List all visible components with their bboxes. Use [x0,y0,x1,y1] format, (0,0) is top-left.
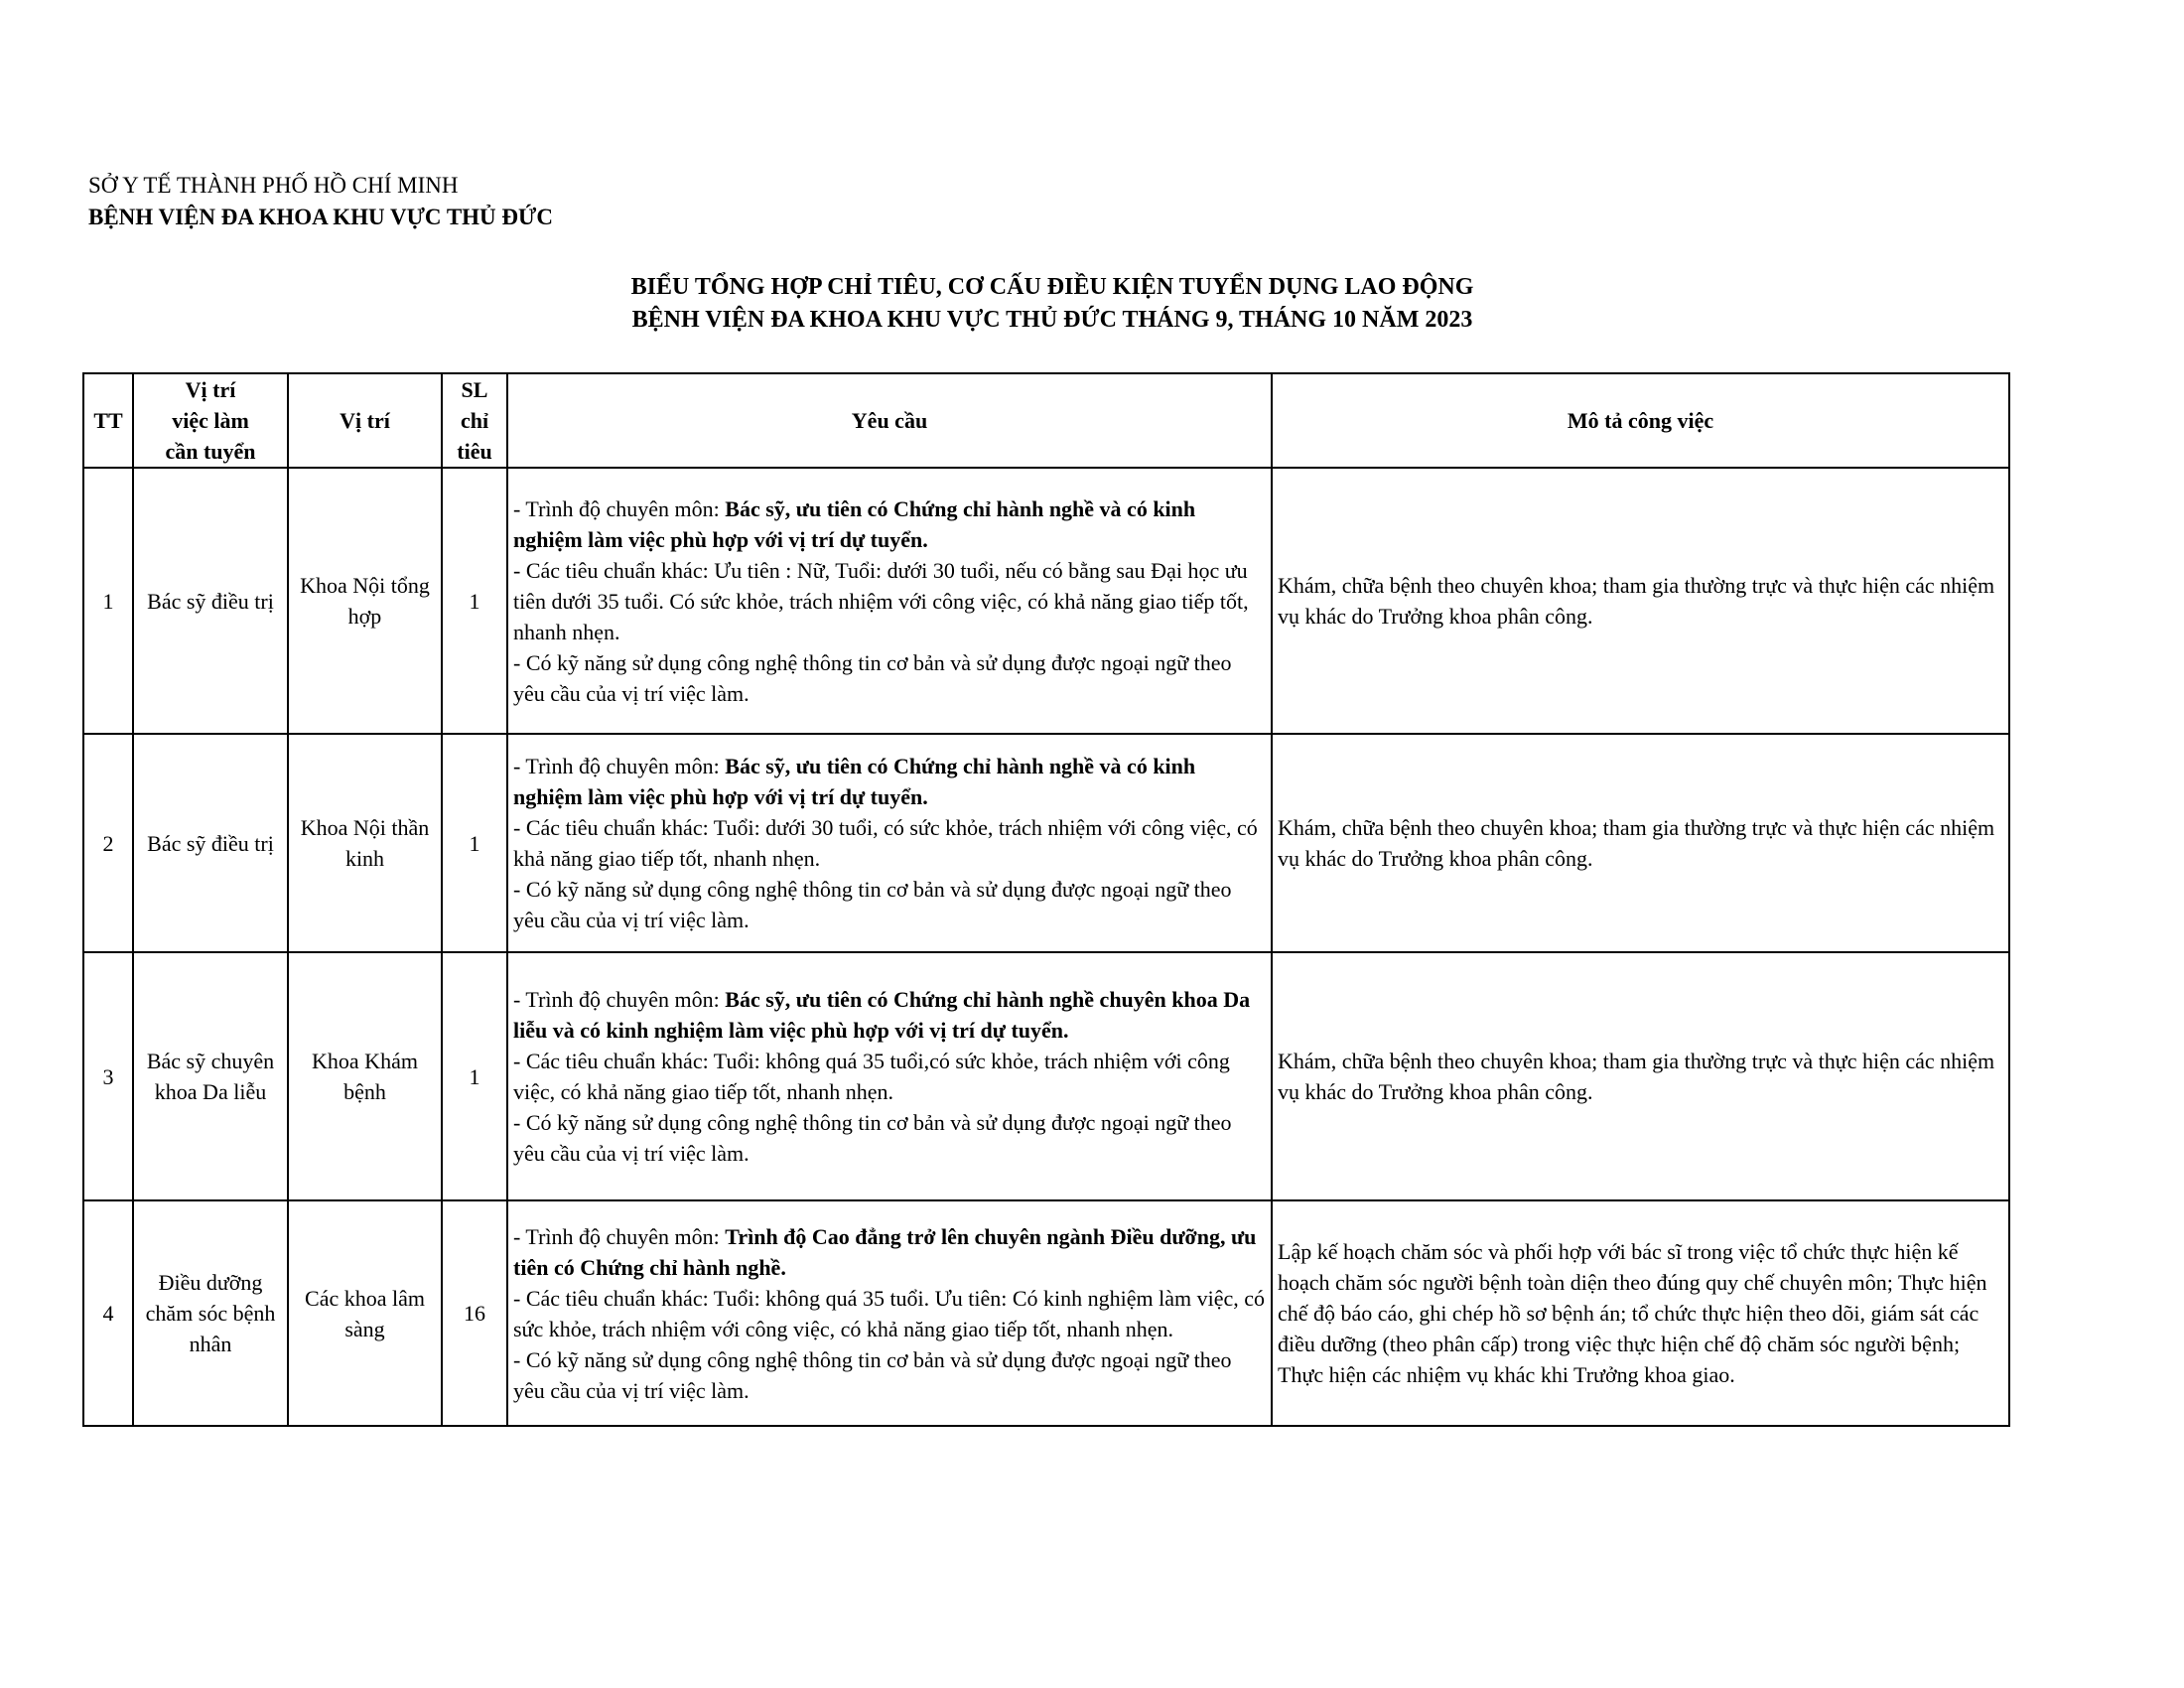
header-position-line: cần tuyển [165,439,256,464]
document-title [0,271,2105,337]
job-description: Khám, chữa bệnh theo chuyên khoa; tham gia thường trực và thực hiện các nhiệm vụ khác do Trưởng khoa phân công. [1272,468,2009,734]
requirement-qualification [513,751,1266,812]
requirement-other: - Các tiêu chuẩn khác: Tuổi: không quá 35 tuổi. Ưu tiên: Có kinh nghiệm làm việc, có sức khỏe, trách nhiệm với công việc, có khả năng giao tiếp tốt, nhanh nhẹn. [513,1285,1266,1341]
header-position-line: Vị trí [185,377,236,402]
requirement-qualification-detail: Bác sỹ, ưu tiên có Chứng chỉ hành nghề và có kinh nghiệm làm việc phù hợp với vị trí dự tuyển. [513,754,1196,809]
header-quota-line: tiêu [457,439,492,464]
department-of-health: SỞ Y TẾ THÀNH PHỐ HỒ CHÍ MINH [88,173,459,198]
row-number: 2 [83,734,133,952]
requirement-skills: - Có kỹ năng sử dụng công nghệ thông tin cơ bản và sử dụng được ngoại ngữ theo yêu cầu của vị trí việc làm. [513,1110,1232,1166]
header-description: Mô tả công việc [1272,373,2009,468]
job-department: Các khoa lâm sàng [288,1200,442,1426]
job-position: Bác sỹ chuyên khoa Da liễu [133,952,288,1200]
job-position: Điều dưỡng chăm sóc bệnh nhân [133,1200,288,1426]
hospital-name: BỆNH VIỆN ĐA KHOA KHU VỰC THỦ ĐỨC [88,205,553,229]
requirement-qualification-detail: Bác sỹ, ưu tiên có Chứng chỉ hành nghề và có kinh nghiệm làm việc phù hợp với vị trí dự tuyển. [513,495,1196,552]
requirement-label: - Trình độ chuyên môn: [513,754,726,778]
job-description: Khám, chữa bệnh theo chuyên khoa; tham gia thường trực và thực hiện các nhiệm vụ khác do Trưởng khoa phân công. [1272,952,2009,1200]
requirement-label: - Trình độ chuyên môn: [513,1223,726,1249]
header-position-line: việc làm [172,408,249,433]
requirement-skills: - Có kỹ năng sử dụng công nghệ thông tin cơ bản và sử dụng được ngoại ngữ theo yêu cầu của vị trí việc làm. [513,649,1232,706]
job-description: Khám, chữa bệnh theo chuyên khoa; tham gia thường trực và thực hiện các nhiệm vụ khác do Trưởng khoa phân công. [1272,734,2009,952]
requirement-qualification [513,493,1266,555]
row-number: 4 [83,1200,133,1426]
job-quota: 1 [442,468,507,734]
table-row [83,1200,2009,1426]
job-description: Lập kế hoạch chăm sóc và phối hợp với bác sĩ trong việc tổ chức thực hiện kế hoạch chăm sóc người bệnh toàn diện theo đúng quy chế chuyên môn; Thực hiện chế độ báo cáo, ghi chép hồ sơ bệnh án; tổ chức thực hiện theo dõi, giám sát các điều dưỡng (theo phân cấp) trong việc thực hiện chế độ chăm sóc người bệnh; Thực hiện các nhiệm vụ khác khi Trưởng khoa giao. [1272,1200,2009,1426]
row-number: 3 [83,952,133,1200]
job-position: Bác sỹ điều trị [133,734,288,952]
requirement-other: - Các tiêu chuẩn khác: Tuổi: không quá 35 tuổi,có sức khỏe, trách nhiệm với công việc, có khả năng giao tiếp tốt, nhanh nhẹn. [513,1049,1230,1104]
job-requirements [507,734,1272,952]
job-department: Khoa Nội thần kinh [288,734,442,952]
table-row [83,952,2009,1200]
header-quota-line: chỉ [460,408,489,433]
job-department: Khoa Nội tổng hợp [288,468,442,734]
job-quota: 1 [442,734,507,952]
requirement-other: - Các tiêu chuẩn khác: Ưu tiên : Nữ, Tuổi: dưới 30 tuổi, nếu có bằng sau Đại học ưu tiên dưới 35 tuổi. Có sức khỏe, trách nhiệm với công việc, có khả năng giao tiếp tốt, nhanh nhẹn. [513,557,1249,644]
header-requirements: Yêu cầu [507,373,1272,468]
job-requirements [507,1200,1272,1426]
row-number: 1 [83,468,133,734]
requirement-label: - Trình độ chuyên môn: [513,495,726,521]
title-line-2: BỆNH VIỆN ĐA KHOA KHU VỰC THỦ ĐỨC THÁNG 9, THÁNG 10 NĂM 2023 [631,307,1473,333]
job-quota: 1 [442,952,507,1200]
requirement-qualification [513,984,1266,1046]
header-quota [442,373,507,468]
table-row [83,734,2009,952]
title-line-1: BIỂU TỔNG HỢP CHỈ TIÊU, CƠ CẤU ĐIỀU KIỆN TUYỂN DỤNG LAO ĐỘNG [630,274,1474,300]
job-requirements [507,952,1272,1200]
table-header-row [83,373,2009,468]
requirement-qualification [513,1221,1266,1283]
job-department: Khoa Khám bệnh [288,952,442,1200]
header-department: Vị trí [288,373,442,468]
job-requirements [507,468,1272,734]
job-position: Bác sỹ điều trị [133,468,288,734]
job-quota: 16 [442,1200,507,1426]
requirement-label: - Trình độ chuyên môn: [513,987,726,1012]
requirement-skills: - Có kỹ năng sử dụng công nghệ thông tin cơ bản và sử dụng được ngoại ngữ theo yêu cầu của vị trí việc làm. [513,1346,1232,1403]
header-quota-line: SL [461,377,488,402]
header-tt: TT [83,373,133,468]
recruitment-table [82,372,2010,1427]
organization-header [88,170,553,233]
requirement-qualification-detail: Bác sỹ, ưu tiên có Chứng chỉ hành nghề chuyên khoa Da liễu và có kinh nghiệm làm việc phù hợp với vị trí dự tuyển. [513,987,1251,1043]
header-position [133,373,288,468]
requirement-other: - Các tiêu chuẩn khác: Tuổi: dưới 30 tuổi, có sức khỏe, trách nhiệm với công việc, có khả năng giao tiếp tốt, nhanh nhẹn. [513,815,1258,871]
requirement-qualification-detail: Trình độ Cao đẳng trở lên chuyên ngành Điều dưỡng, ưu tiên có Chứng chỉ hành nghề. [513,1223,1257,1280]
table-row [83,468,2009,734]
requirement-skills: - Có kỹ năng sử dụng công nghệ thông tin cơ bản và sử dụng được ngoại ngữ theo yêu cầu của vị trí việc làm. [513,877,1232,932]
